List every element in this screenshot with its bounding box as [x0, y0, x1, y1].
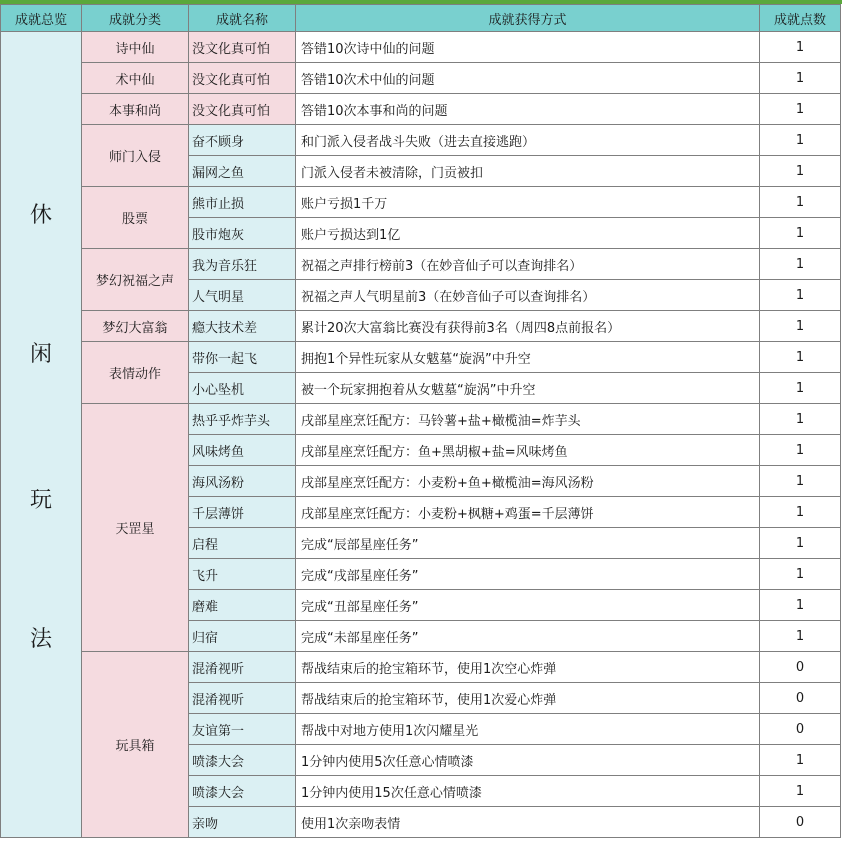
- method-cell: 帮战中对地方使用1次闪耀星光: [296, 714, 760, 745]
- method-cell: 门派入侵者未被清除，门贡被扣: [296, 156, 760, 187]
- points-cell: 0: [760, 652, 841, 683]
- points-cell: 1: [760, 590, 841, 621]
- points-cell: 1: [760, 745, 841, 776]
- total-char: 闲: [29, 342, 52, 367]
- table-row: [1, 63, 841, 94]
- table-row: [1, 342, 841, 373]
- category-cell: 术中仙: [82, 63, 189, 94]
- name-cell: 磨难: [189, 590, 296, 621]
- method-cell: 1分钟内使用15次任意心情喷漆: [296, 776, 760, 807]
- total-char: 玩: [29, 488, 52, 513]
- category-cell: 股票: [82, 187, 189, 249]
- method-cell: 完成“丑部星座任务”: [296, 590, 760, 621]
- name-cell: 归宿: [189, 621, 296, 652]
- method-cell: 帮战结束后的抢宝箱环节，使用1次空心炸弹: [296, 652, 760, 683]
- method-cell: 累计20次大富翁比赛没有获得前3名（周四8点前报名）: [296, 311, 760, 342]
- method-cell: 祝福之声人气明星前3（在妙音仙子可以查询排名）: [296, 280, 760, 311]
- name-cell: 没文化真可怕: [189, 32, 296, 63]
- points-cell: 1: [760, 497, 841, 528]
- points-cell: 1: [760, 621, 841, 652]
- name-cell: 小心坠机: [189, 373, 296, 404]
- name-cell: 混淆视听: [189, 652, 296, 683]
- category-cell: 本事和尚: [82, 94, 189, 125]
- table-row: [1, 94, 841, 125]
- method-cell: 完成“戌部星座任务”: [296, 559, 760, 590]
- table-row: [1, 249, 841, 280]
- method-cell: 被一个玩家拥抱着从女魃墓“旋涡”中升空: [296, 373, 760, 404]
- name-cell: 瘾大技术差: [189, 311, 296, 342]
- method-cell: 账户亏损达到1亿: [296, 218, 760, 249]
- points-cell: 1: [760, 404, 841, 435]
- name-cell: 千层薄饼: [189, 497, 296, 528]
- category-cell: 表情动作: [82, 342, 189, 404]
- points-cell: 1: [760, 63, 841, 94]
- points-cell: 1: [760, 311, 841, 342]
- method-cell: 祝福之声排行榜前3（在妙音仙子可以查询排名）: [296, 249, 760, 280]
- total-char: 法: [29, 627, 52, 652]
- points-cell: 1: [760, 776, 841, 807]
- method-cell: 拥抱1个异性玩家从女魃墓“旋涡”中升空: [296, 342, 760, 373]
- category-total-cell: [1, 32, 82, 838]
- table-row: [1, 187, 841, 218]
- method-cell: 完成“未部星座任务”: [296, 621, 760, 652]
- category-cell: 梦幻大富翁: [82, 311, 189, 342]
- points-cell: 1: [760, 559, 841, 590]
- category-cell: 师门入侵: [82, 125, 189, 187]
- method-cell: 戌部星座烹饪配方：小麦粉+鱼+橄榄油=海风汤粉: [296, 466, 760, 497]
- table-row: [1, 652, 841, 683]
- method-cell: 答错10次术中仙的问题: [296, 63, 760, 94]
- points-cell: 1: [760, 466, 841, 497]
- method-cell: 使用1次亲吻表情: [296, 807, 760, 838]
- method-cell: 1分钟内使用5次任意心情喷漆: [296, 745, 760, 776]
- name-cell: 飞升: [189, 559, 296, 590]
- name-cell: 没文化真可怕: [189, 63, 296, 94]
- name-cell: 熊市止损: [189, 187, 296, 218]
- header-category: 成就分类: [82, 5, 189, 32]
- points-cell: 1: [760, 125, 841, 156]
- table-row: [1, 32, 841, 63]
- method-cell: 帮战结束后的抢宝箱环节，使用1次爱心炸弹: [296, 683, 760, 714]
- name-cell: 混淆视听: [189, 683, 296, 714]
- points-cell: 1: [760, 94, 841, 125]
- table-row: [1, 404, 841, 435]
- header-points: 成就点数: [760, 5, 841, 32]
- points-cell: 1: [760, 156, 841, 187]
- method-cell: 答错10次本事和尚的问题: [296, 94, 760, 125]
- points-cell: 1: [760, 187, 841, 218]
- header-name: 成就名称: [189, 5, 296, 32]
- header-total: 成就总览: [1, 5, 82, 32]
- method-cell: 戌部星座烹饪配方：马铃薯+盐+橄榄油=炸芋头: [296, 404, 760, 435]
- points-cell: 1: [760, 373, 841, 404]
- method-cell: 完成“辰部星座任务”: [296, 528, 760, 559]
- points-cell: 1: [760, 435, 841, 466]
- name-cell: 海风汤粉: [189, 466, 296, 497]
- table-row: [1, 125, 841, 156]
- method-cell: 答错10次诗中仙的问题: [296, 32, 760, 63]
- method-cell: 账户亏损1千万: [296, 187, 760, 218]
- method-cell: 和门派入侵者战斗失败（进去直接逃跑）: [296, 125, 760, 156]
- name-cell: 喷漆大会: [189, 776, 296, 807]
- table-header-row: [1, 5, 841, 32]
- name-cell: 漏网之鱼: [189, 156, 296, 187]
- name-cell: 股市炮灰: [189, 218, 296, 249]
- points-cell: 1: [760, 342, 841, 373]
- name-cell: 启程: [189, 528, 296, 559]
- name-cell: 热乎乎炸芋头: [189, 404, 296, 435]
- category-cell: 梦幻祝福之声: [82, 249, 189, 311]
- points-cell: 0: [760, 807, 841, 838]
- category-cell: 诗中仙: [82, 32, 189, 63]
- points-cell: 1: [760, 249, 841, 280]
- total-char: 休: [29, 203, 52, 228]
- method-cell: 戌部星座烹饪配方：小麦粉+枫糖+鸡蛋=千层薄饼: [296, 497, 760, 528]
- name-cell: 人气明星: [189, 280, 296, 311]
- points-cell: 0: [760, 714, 841, 745]
- name-cell: 奋不顾身: [189, 125, 296, 156]
- category-cell: 玩具箱: [82, 652, 189, 838]
- method-cell: 戌部星座烹饪配方：鱼+黑胡椒+盐=风味烤鱼: [296, 435, 760, 466]
- points-cell: 1: [760, 528, 841, 559]
- name-cell: 喷漆大会: [189, 745, 296, 776]
- header-method: 成就获得方式: [296, 5, 760, 32]
- name-cell: 没文化真可怕: [189, 94, 296, 125]
- points-cell: 0: [760, 683, 841, 714]
- points-cell: 1: [760, 32, 841, 63]
- name-cell: 亲吻: [189, 807, 296, 838]
- points-cell: 1: [760, 218, 841, 249]
- name-cell: 带你一起飞: [189, 342, 296, 373]
- table-row: [1, 311, 841, 342]
- name-cell: 风味烤鱼: [189, 435, 296, 466]
- achievement-table: [0, 4, 841, 838]
- points-cell: 1: [760, 280, 841, 311]
- category-cell: 天罡星: [82, 404, 189, 652]
- name-cell: 我为音乐狂: [189, 249, 296, 280]
- name-cell: 友谊第一: [189, 714, 296, 745]
